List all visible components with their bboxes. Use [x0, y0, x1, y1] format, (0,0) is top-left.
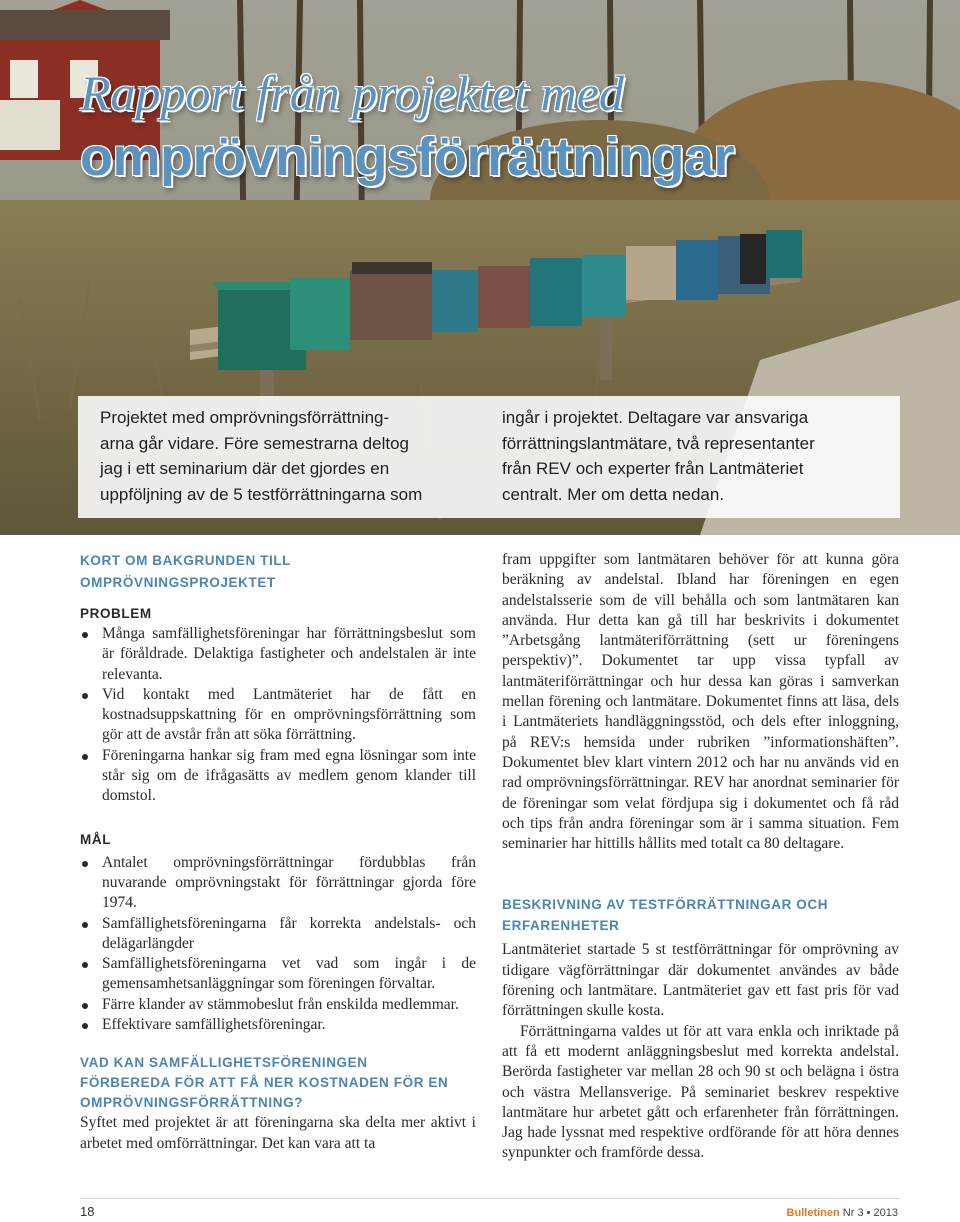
- problem-list: [80, 624, 476, 807]
- heading-line: KORT OM BAKGRUNDEN TILL: [80, 553, 292, 568]
- heading-line: OMPRÖVNINGSPROJEKTET: [80, 575, 276, 590]
- heading-line: FÖRBEREDA FÖR ATT FÅ NER KOSTNADEN FÖR EN: [80, 1075, 449, 1091]
- intro-left-line: jag i ett seminarium där det gjordes en: [100, 459, 390, 478]
- heading-line: OMPRÖVNINGSFÖRRÄTTNING?: [80, 1095, 304, 1111]
- publication-name: Bulletinen: [786, 1207, 840, 1219]
- right-column: [502, 550, 899, 1164]
- test-paragraph-1: Lantmäteriet startade 5 st testförrättningar för omprövning av tidigare vägförrättningar där dokumentet användes av både förening och lantmätare. Lantmäteriet gav ett fast pris för vad förrättningen skulle kosta.: [502, 941, 899, 1020]
- intro-box: [78, 396, 900, 518]
- left-column: [80, 550, 476, 1154]
- intro-right-line: ingår i projektet. Deltagare var ansvariga: [502, 408, 809, 427]
- list-item: Föreningarna hankar sig fram med egna lösningar som inte står sig om de ifrågasätts av medlem genom klander till domstol.: [80, 746, 476, 807]
- title-line-1: Rapport från projektet med: [80, 65, 624, 121]
- list-item: Många samfällighetsföreningar har förrättningsbeslut som är föråldrade. Delaktiga fastigheter och andelstalen är inte relevanta.: [80, 624, 476, 685]
- publication-info: [787, 1207, 898, 1219]
- heading-line: VAD KAN SAMFÄLLIGHETSFÖRENINGEN: [80, 1055, 368, 1071]
- goal-heading: MÅL: [80, 831, 112, 847]
- prepare-text: Syftet med projektet är att föreningarna ska delta mer aktivt i arbetet med omförrättningar. Det kan vara att ta: [80, 1114, 476, 1152]
- section-heading-testforrattningar: [502, 894, 899, 936]
- intro-left-line: arna går vidare. Före semestrarna deltog: [100, 433, 409, 453]
- intro-right-line: från REV och experter från Lantmäteriet: [502, 459, 804, 478]
- intro-right-line: centralt. Mer om detta nedan.: [502, 484, 725, 504]
- section-heading-prepare: [80, 1053, 476, 1113]
- footer-rule: [80, 1198, 900, 1199]
- intro-right-line: förrättningslantmätare, två representanter: [502, 433, 815, 453]
- goal-list: [80, 853, 476, 1036]
- section-heading-background: [80, 550, 476, 594]
- list-item: Samfällighetsföreningarna får korrekta andelstals- och delägarlängder: [80, 914, 476, 955]
- page-number: 18: [80, 1204, 95, 1219]
- list-item: Antalet omprövningsförrättningar fördubblas från nuvarande omprövningstakt för förrättningar gjorda före 1974.: [80, 853, 476, 914]
- test-paragraph-2: Förrättningarna valdes ut för att vara enkla och inriktade på att få ett modernt anläggningsbeslut med korrekta andelstal. Berörda fastigheter var mellan 28 och 90 st och belägna i östra och västra Mellansverige. På seminariet beskrev respektive lantmätare hur arbetet gått och erfarenheter från förrättningen. Jag hade lyssnat med respektive ordförande för att höra dennes synpunkter och framförde dessa.: [502, 1022, 899, 1162]
- heading-line: ERFARENHETER: [502, 918, 620, 934]
- list-item: Effektivare samfällighetsföreningar.: [80, 1015, 476, 1035]
- intro-left-line: uppföljning av de 5 testförrättningarna som: [100, 484, 423, 504]
- issue-info: Nr 3 • 2013: [842, 1207, 898, 1219]
- intro-left: [100, 405, 476, 507]
- intro-right: [502, 405, 882, 507]
- intro-left-line: Projektet med omprövningsförrättning-: [100, 408, 390, 427]
- list-item: Färre klander av stämmobeslut från enskilda medlemmar.: [80, 995, 476, 1015]
- continued-paragraph: fram uppgifter som lantmätaren behöver för att kunna göra beräkning av andelstal. Ibland har föreningen en egen andelstalsserie som de vill behålla och som lantmätaren kan använda. Hur detta kan gå till har beskrivits i dokumentet ”Arbetsgång lantmäteriförrättning (sett ur föreningens perspektiv)”. Dokumentet tar upp vissa typfall av lantmäteriförrättningar och hur dessa kan göras i samverkan mellan förening och lantmätare. Dokumentet finns att läsa, dels i Lantmäteriets handläggningsstöd, och dels efter inloggning, på REV:s hemsida under rubriken ”informationshäften”. Dokumentet blev klart vintern 2012 och har nu används vid en rad omprövningsförrättningar. REV har anordnat seminarier för de föreningar som velat fördjupa sig i dokumentet och få råd och tips från andra föreningar som är i samma situation. Fem seminarier har hittills hållits med totalt ca 80 deltagare.: [502, 551, 899, 853]
- heading-line: BESKRIVNING AV TESTFÖRRÄTTNINGAR OCH: [502, 897, 829, 913]
- hero-photo: [0, 0, 960, 535]
- list-item: Samfällighetsföreningarna vet vad som ingår i de gemensamhetsanläggningar som föreningen förvaltar.: [80, 954, 476, 995]
- title-line-2: omprövningsförrättningar: [80, 127, 735, 187]
- list-item: Vid kontakt med Lantmäteriet har de fått en kostnadsuppskattning för en omprövningsförrättning som gör att de avstår från att söka förrättning.: [80, 685, 476, 746]
- problem-heading: PROBLEM: [80, 606, 152, 621]
